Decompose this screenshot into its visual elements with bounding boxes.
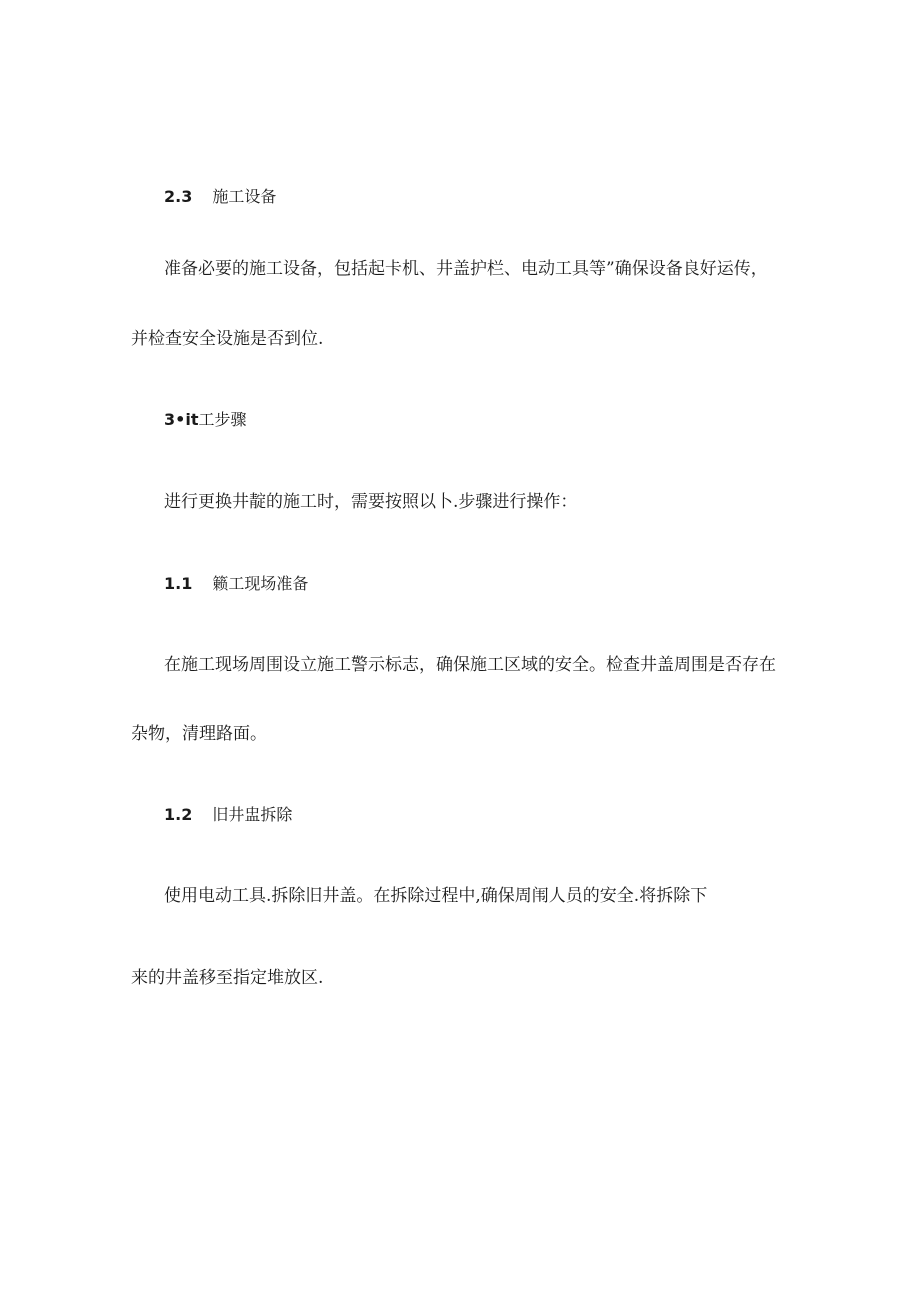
paragraph-line: 并检查安全设施是否到位. <box>131 329 324 349</box>
section-title: 施工设备 <box>212 187 277 206</box>
section-number: 2.3 <box>164 187 193 206</box>
paragraph-line: 准备必要的施工设备，包括起卡机、井盖护栏、电动工具等”确保设备良好运传， <box>164 259 768 279</box>
section-heading <box>164 572 308 596</box>
paragraph-line: 进行更换井靛的施工时，需要按照以卜.步骤进行操作： <box>164 492 578 512</box>
section-number: 1.1 <box>164 574 193 593</box>
paragraph-line: 在施工现场周围设立施工警示标志，确保施工区域的安全。检查井盖周围是否存在 <box>164 655 776 675</box>
section-number: 1.2 <box>164 805 193 824</box>
section-number: 3•it <box>164 410 199 429</box>
section-heading <box>164 185 276 209</box>
section-heading <box>164 408 247 432</box>
section-title: 工步骤 <box>198 410 247 429</box>
section-title: 籁工现场准备 <box>212 574 309 593</box>
section-title: 旧井盅拆除 <box>212 805 293 824</box>
paragraph-line: 使用电动工具.拆除旧井盖。在拆除过程中,确保周闱人员的安全.将拆除下 <box>164 886 708 906</box>
section-heading <box>164 803 292 827</box>
paragraph-line: 杂物，清理路面。 <box>131 724 267 744</box>
paragraph-line: 来的井盖移至指定堆放区. <box>131 968 324 988</box>
